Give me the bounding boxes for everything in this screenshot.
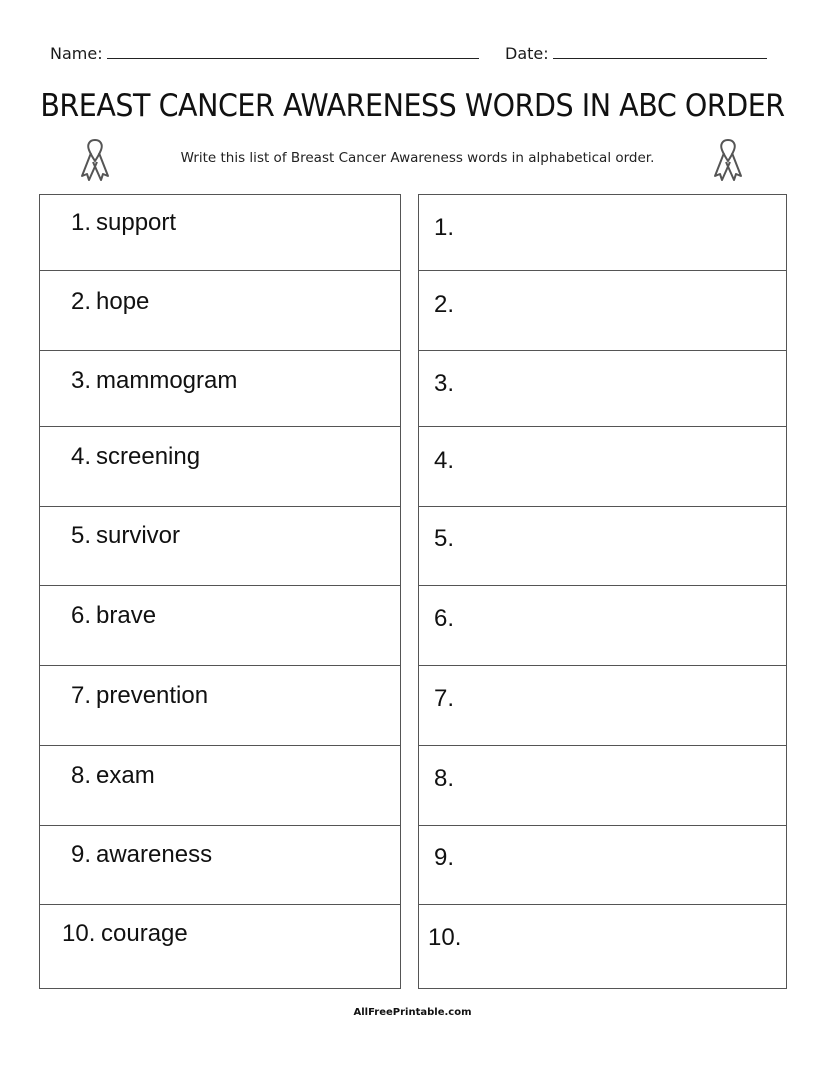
word-list [39, 194, 401, 989]
answer-row[interactable] [419, 666, 786, 746]
answer-number: 1. [434, 214, 455, 241]
answer-number: 2. [434, 291, 455, 318]
word-number: 4. [71, 443, 92, 470]
name-field [50, 44, 479, 63]
answer-number: 3. [434, 370, 455, 397]
answer-list [418, 194, 787, 989]
answer-row[interactable] [419, 746, 786, 826]
word-row [40, 666, 400, 746]
word-row [40, 271, 400, 351]
answer-number: 5. [434, 525, 455, 552]
footer-credit: AllFreePrintable.com [353, 1007, 472, 1018]
word-row [40, 905, 400, 989]
word-row [40, 746, 400, 826]
word-text: hope [96, 288, 150, 315]
word-row [40, 507, 400, 586]
date-field [505, 44, 767, 63]
answer-number: 8. [434, 765, 455, 792]
word-number: 9. [71, 841, 92, 868]
word-number: 3. [71, 367, 92, 394]
word-row [40, 427, 400, 507]
answer-number: 7. [434, 685, 455, 712]
word-row [40, 195, 400, 271]
answer-number: 6. [434, 605, 455, 632]
answer-row[interactable] [419, 195, 786, 271]
word-row [40, 826, 400, 905]
word-number: 6. [71, 602, 92, 629]
answer-row[interactable] [419, 271, 786, 351]
answer-row[interactable] [419, 351, 786, 427]
answer-row[interactable] [419, 905, 786, 989]
word-number: 5. [71, 522, 92, 549]
answer-row[interactable] [419, 427, 786, 507]
instructions: Write this list of Breast Cancer Awareness words in alphabetical order. [180, 150, 655, 166]
word-text: prevention [96, 682, 209, 709]
answer-row[interactable] [419, 826, 786, 905]
word-text: survivor [96, 522, 181, 549]
word-text: screening [96, 443, 201, 470]
answer-row[interactable] [419, 586, 786, 666]
answer-number: 9. [434, 844, 455, 871]
word-text: mammogram [96, 367, 238, 394]
word-row [40, 351, 400, 427]
awareness-ribbon-icon [711, 136, 745, 186]
answer-row[interactable] [419, 507, 786, 586]
word-text: exam [96, 762, 155, 789]
word-number: 1. [71, 209, 92, 236]
word-number: 7. [71, 682, 92, 709]
word-text: support [96, 209, 177, 236]
word-row [40, 586, 400, 666]
date-label: Date: [505, 44, 549, 63]
word-text: awareness [96, 841, 213, 868]
name-blank-line[interactable] [107, 44, 479, 59]
word-text: brave [96, 602, 157, 629]
answer-number: 10. [428, 924, 462, 951]
date-blank-line[interactable] [553, 44, 767, 59]
word-number: 8. [71, 762, 92, 789]
word-text: courage [101, 920, 188, 947]
answer-number: 4. [434, 447, 455, 474]
word-number: 10. [62, 920, 96, 947]
word-number: 2. [71, 288, 92, 315]
worksheet-title: BREAST CANCER AWARENESS WORDS IN ABC ORDER [40, 88, 785, 124]
name-label: Name: [50, 44, 103, 63]
